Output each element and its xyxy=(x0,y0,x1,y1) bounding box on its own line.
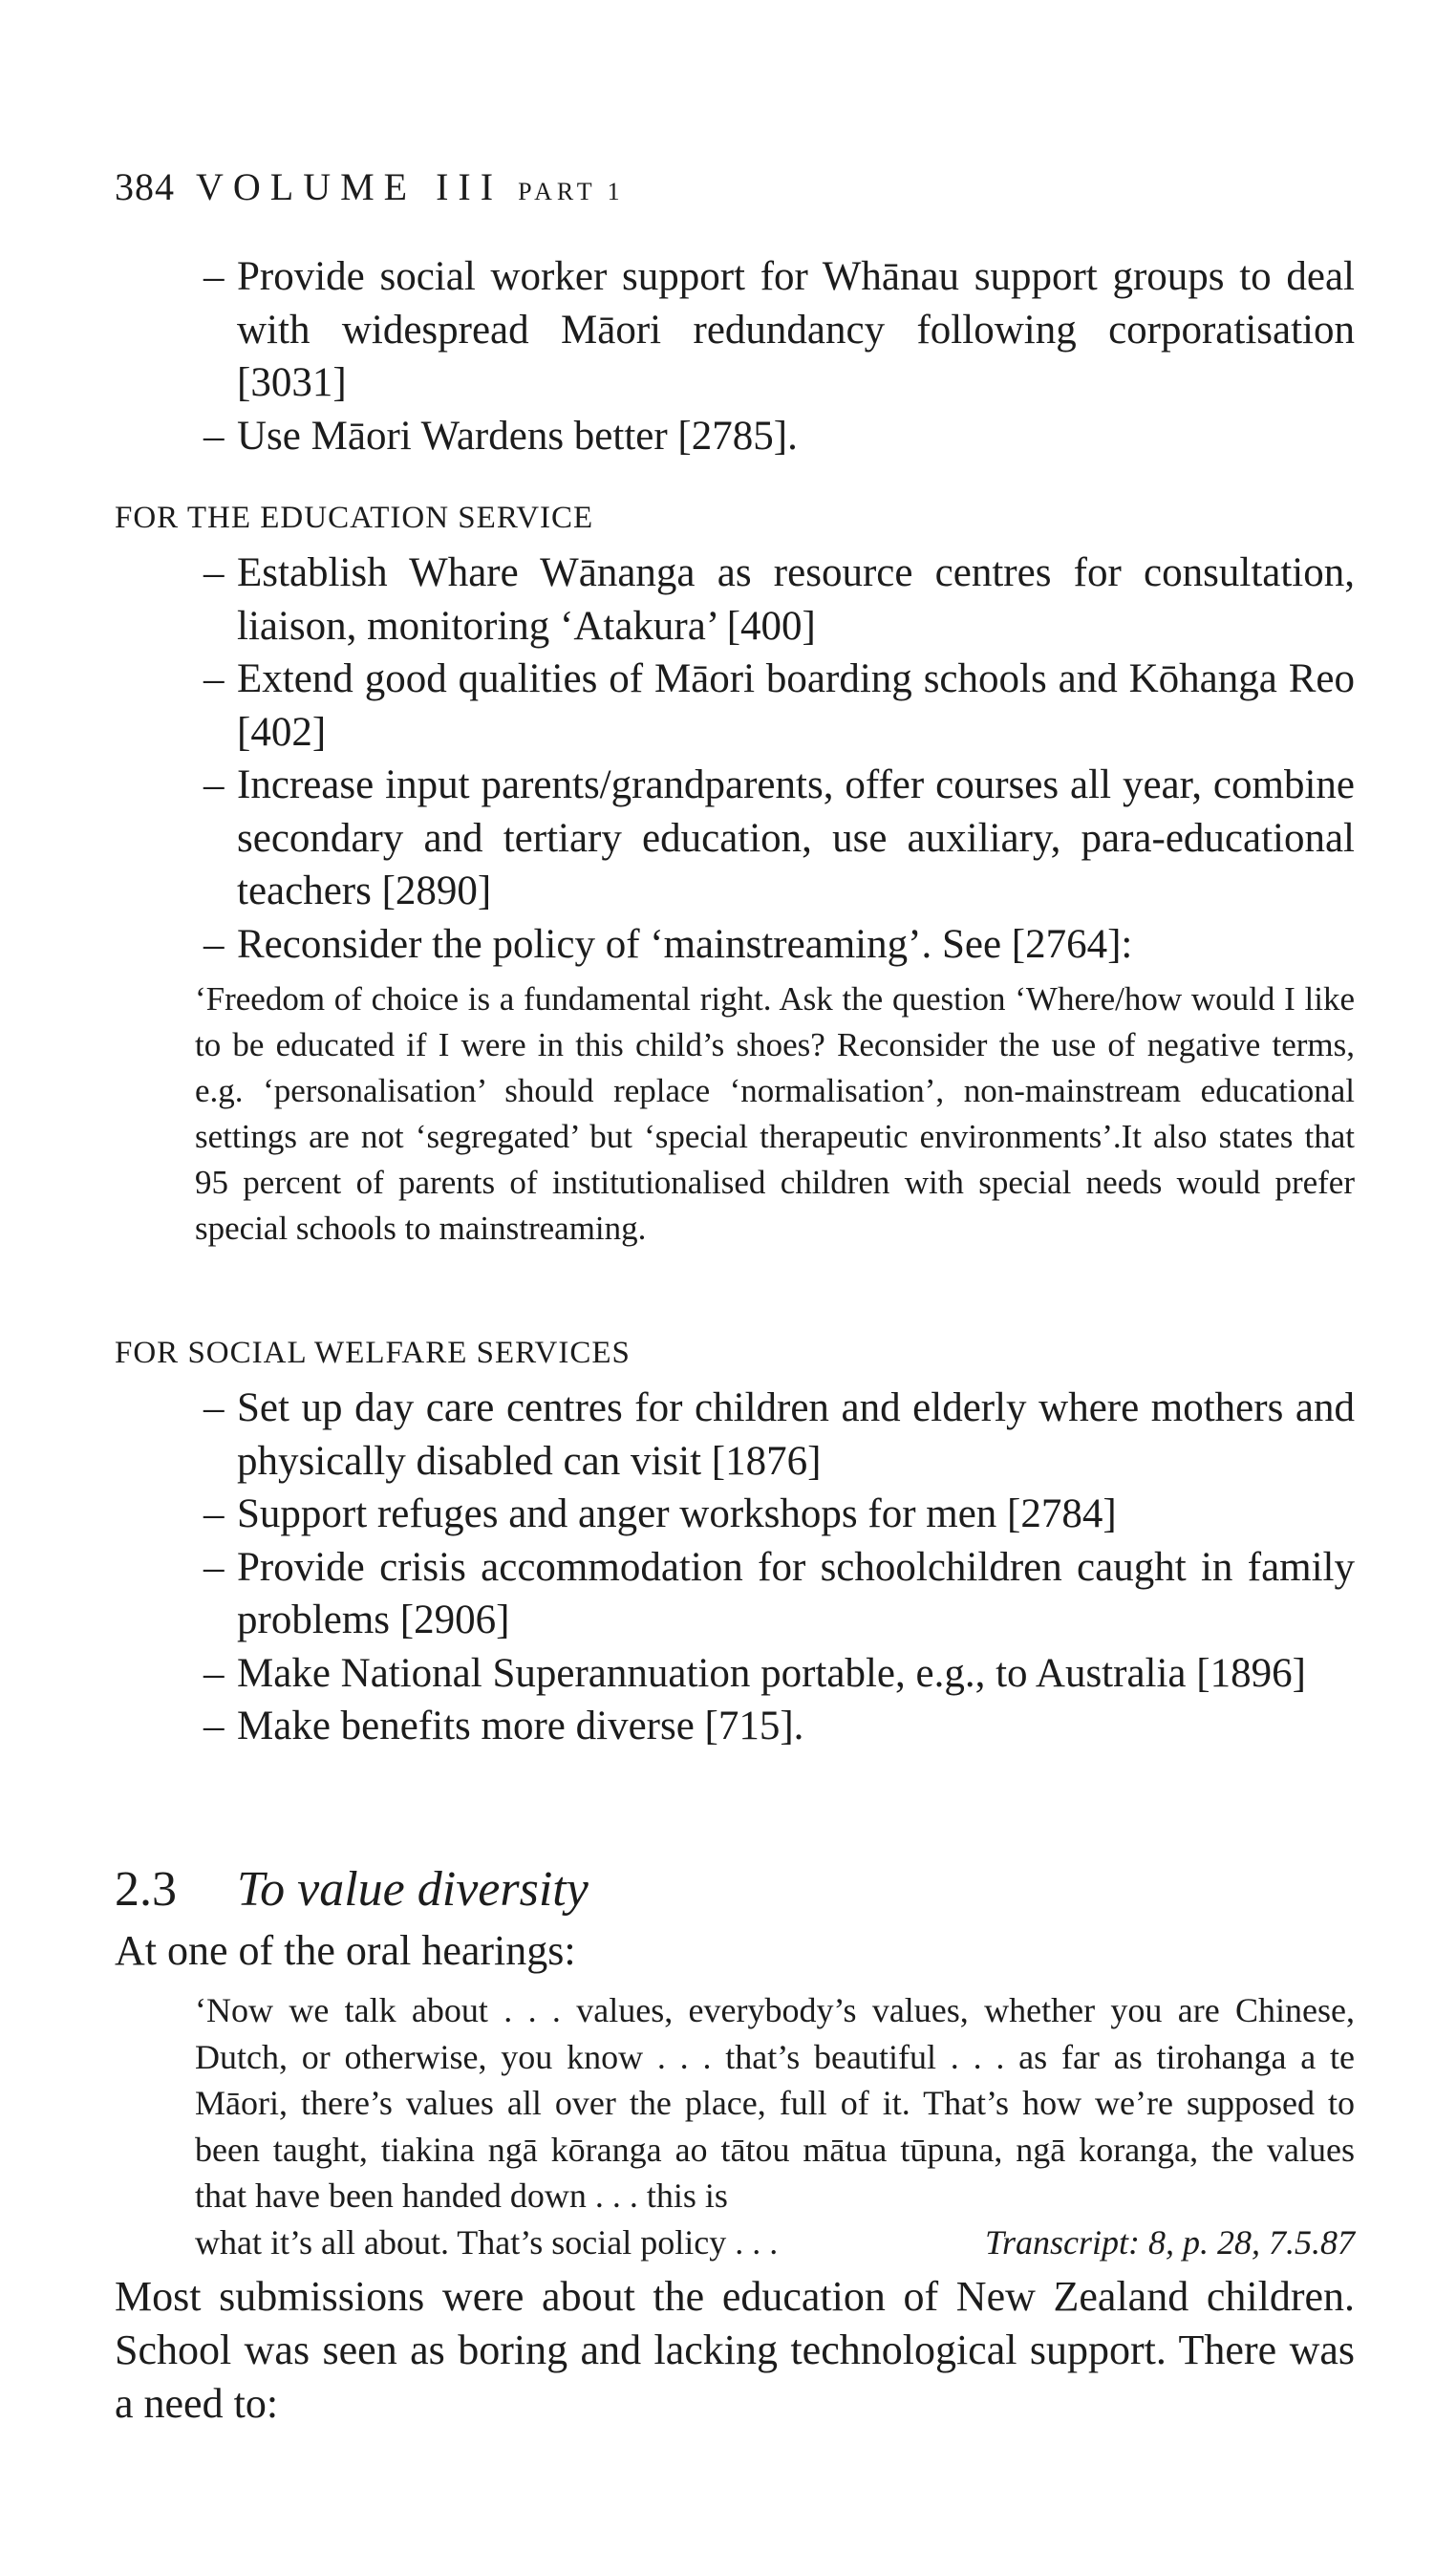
volume-label: VOLUME III xyxy=(196,165,503,208)
quote-last-line xyxy=(195,2219,1355,2266)
list-item: – Provide crisis accommodation for schoolchildren caught in family problems [2906] xyxy=(203,1544,1355,1642)
list-item: – Increase input parents/grandparents, offer courses all year, combine secondary and tertiary education, use auxiliary, para-educational teachers [2890] xyxy=(203,762,1355,913)
list-item: – Establish Whare Wānanga as resource centres for consultation, liaison, monitoring ‘Atakura’ [400] xyxy=(203,550,1355,649)
page-number: 384 xyxy=(115,165,175,208)
running-head xyxy=(115,164,625,215)
list-item: – Use Māori Wardens better [2785]. xyxy=(203,413,798,459)
welfare-bullet-list xyxy=(0,1382,1456,1753)
education-service-label: FOR THE EDUCATION SERVICE xyxy=(115,501,594,535)
social-welfare-label: FOR SOCIAL WELFARE SERVICES xyxy=(115,1336,631,1370)
quote-body: ‘Now we talk about . . . values, everybody’s values, whether you are Chinese, Dutch, or otherwise, you know . . . that’s beautiful . . . as far as tirohanga a te Māori, there’s values all over the place, full of it. That’s how we’re supposed to been taught, tiakina ngā kōranga ao tātou mātua tūpuna, ngā koranga, the values that have been handed down . . . this is xyxy=(195,1991,1355,2215)
list-item: – Make benefits more diverse [715]. xyxy=(203,1704,804,1748)
list-item: – Support refuges and anger workshops for men [2784] xyxy=(203,1491,1117,1536)
oral-hearing-quote xyxy=(195,1987,1355,2265)
part-label: PART 1 xyxy=(518,178,625,205)
section-title: To value diversity xyxy=(237,1862,589,1917)
list-item: – Reconsider the policy of ‘mainstreaming’. See [2764]: xyxy=(203,921,1133,967)
mainstreaming-note: ‘Freedom of choice is a fundamental right. Ask the question ‘Where/how would I like to be educated if I were in this child’s shoes? Reconsider the use of negative terms, e.g. ‘personalisation’ should replace ‘normalisation’, non-mainstream educational settings are not ‘segregated’ but ‘special therapeutic environments’.It also states that 95 percent of parents of institutionalised children with special needs would prefer special schools to mainstreaming. xyxy=(195,980,1355,1247)
top-bullet-list xyxy=(0,250,1456,462)
education-bullet-list xyxy=(0,547,1456,971)
quote-citation: Transcript: 8, p. 28, 7.5.87 xyxy=(984,2222,1355,2262)
closing-paragraph: Most submissions were about the education of New Zealand children. School was seen as boring and lacking technological support. There was a need to: xyxy=(115,2273,1355,2427)
intro-text: At one of the oral hearings: xyxy=(115,1927,576,1974)
list-item: – Extend good qualities of Māori boarding schools and Kōhanga Reo [402] xyxy=(203,656,1355,755)
section-heading xyxy=(115,1861,589,1919)
list-item: – Set up day care centres for children and elderly where mothers and physically disabled can visit [1876] xyxy=(203,1385,1355,1484)
quote-end-text: what it’s all about. That’s social policy . . . xyxy=(195,2222,779,2262)
list-item: – Provide social worker support for Whānau support groups to deal with widespread Māori redundancy following corporatisation [3031] xyxy=(203,254,1355,405)
list-item: – Make National Superannuation portable, e.g., to Australia [1896] xyxy=(203,1650,1306,1696)
section-number: 2.3 xyxy=(115,1862,177,1917)
